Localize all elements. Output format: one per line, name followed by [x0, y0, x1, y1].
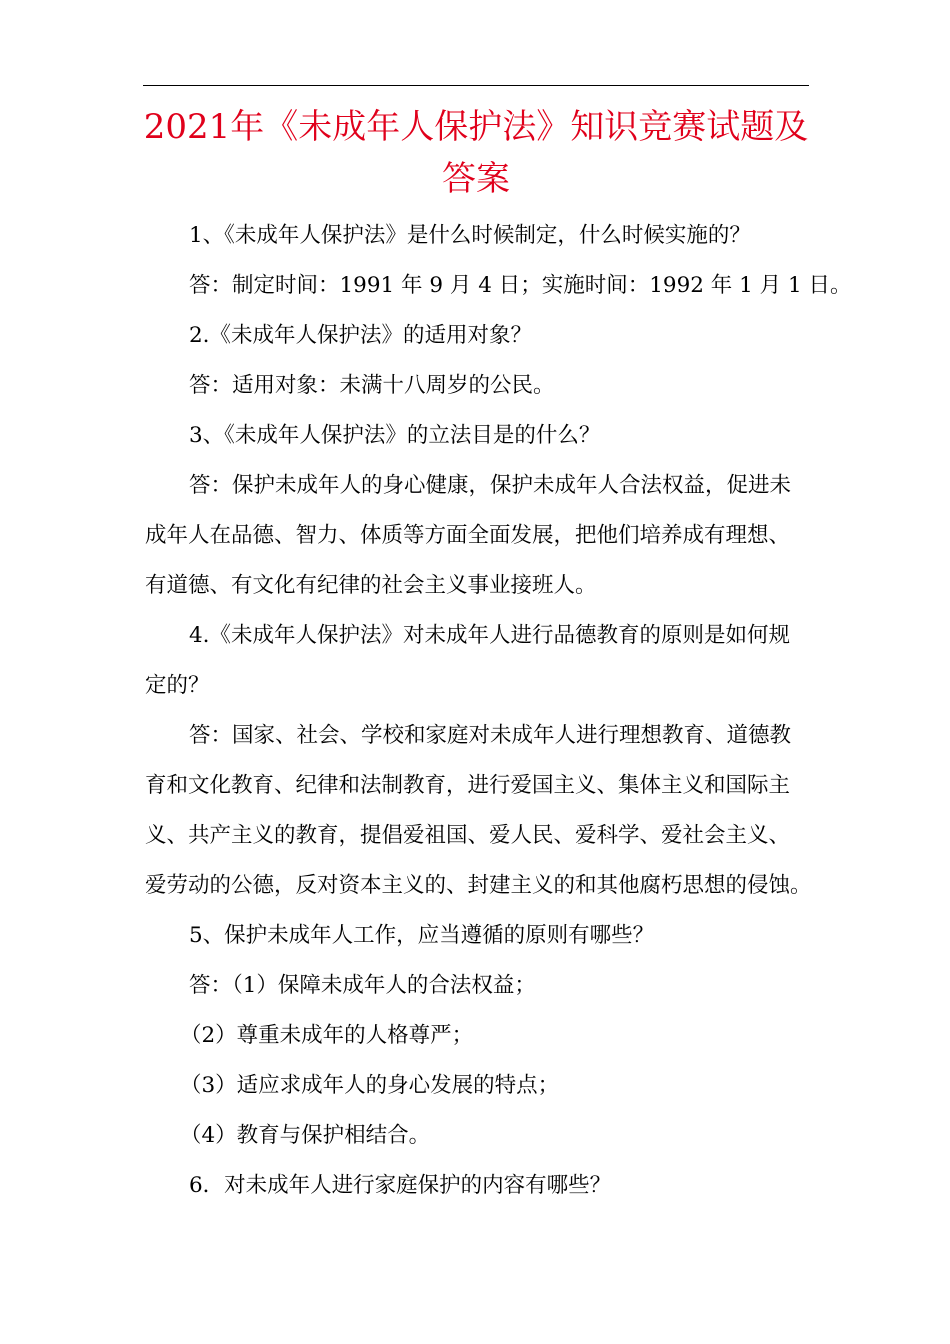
question-4-line-2: 定的？ — [145, 673, 210, 698]
question-2: 2.《未成年人保护法》的适用对象？ — [189, 323, 533, 348]
answer-4-line-3: 义、共产主义的教育，提倡爱祖国、爱人民、爱科学、爱社会主义、 — [145, 823, 791, 848]
answer-5-item-3: （3）适应求成年人的身心发展的特点； — [180, 1073, 560, 1098]
title-line-2: 答案 — [442, 159, 510, 199]
document-title — [143, 101, 809, 205]
question-5: 5、保护未成年人工作，应当遵循的原则有哪些？ — [189, 923, 655, 948]
answer-3-line-3: 有道德、有文化有纪律的社会主义事业接班人。 — [145, 573, 597, 598]
answer-5-item-1: 答：（1）保障未成年人的合法权益； — [189, 973, 536, 998]
answer-4-line-4: 爱劳动的公德，反对资本主义的、封建主义的和其他腐朽思想的侵蚀。 — [145, 873, 812, 898]
question-1: 1、《未成年人保护法》是什么时候制定，什么时候实施的？ — [189, 223, 751, 248]
answer-5-item-2: （2）尊重未成年的人格尊严； — [180, 1023, 474, 1048]
header-rule — [143, 85, 809, 86]
question-4-line-1: 4.《未成年人保护法》对未成年人进行品德教育的原则是如何规 — [189, 623, 791, 648]
answer-3-line-2: 成年人在品德、智力、体质等方面全面发展，把他们培养成有理想、 — [145, 523, 791, 548]
answer-3-line-1: 答：保护未成年人的身心健康，保护未成年人合法权益，促进未 — [189, 473, 792, 498]
answer-2: 答：适用对象：未满十八周岁的公民。 — [189, 373, 555, 398]
answer-4-line-2: 育和文化教育、纪律和法制教育，进行爱国主义、集体主义和国际主 — [145, 773, 791, 798]
question-3: 3、《未成年人保护法》的立法目是的什么？ — [189, 423, 601, 448]
answer-4-line-1: 答：国家、社会、学校和家庭对未成年人进行理想教育、道德教 — [189, 723, 792, 748]
question-6: 6．对未成年人进行家庭保护的内容有哪些？ — [189, 1173, 612, 1198]
answer-1: 答：制定时间：1991 年 9 月 4 日；实施时间：1992 年 1 月 1 日。 — [189, 273, 852, 298]
answer-5-item-4: （4）教育与保护相结合。 — [180, 1123, 431, 1148]
title-line-1: 2021年《未成年人保护法》知识竞赛试题及 — [143, 107, 809, 147]
